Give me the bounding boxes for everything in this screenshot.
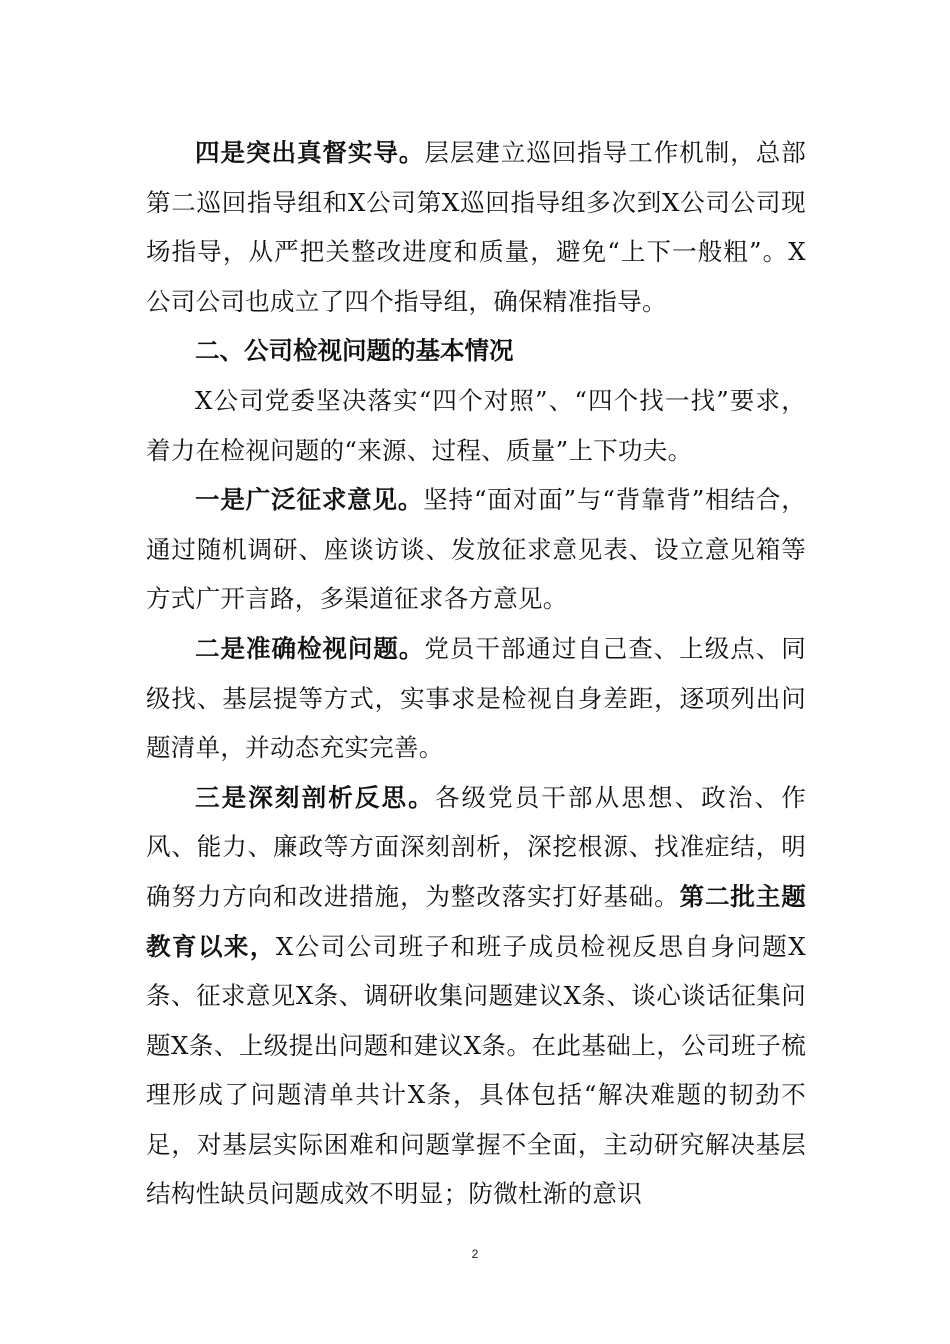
page-number: 2 bbox=[471, 1247, 479, 1261]
document-body bbox=[146, 128, 806, 1219]
paragraph-supervision bbox=[146, 128, 806, 326]
paragraph-solicit-opinions bbox=[146, 475, 806, 624]
paragraph-text: 层层建立巡回指导工作机制，总部第二巡回指导组和X公司第X巡回指导组多次到X公司公司现场指导，从严把关整改进度和质量，避免“上下一般粗”。X公司公司也成立了四个指导组，确保精准指导。 bbox=[146, 138, 807, 316]
paragraph-lead: 一是广泛征求意见。 bbox=[195, 485, 424, 515]
paragraph-lead-secondary: 第二批主题教育以来， bbox=[146, 881, 806, 961]
paragraph-lead: 三是深刻剖析反思。 bbox=[195, 782, 435, 812]
paragraph-text: X公司党委坚决落实“四个对照”、“四个找一找”要求，着力在检视问题的“来源、过程、质量”上下功夫。 bbox=[146, 385, 806, 465]
paragraph-examine-problems bbox=[146, 624, 806, 773]
paragraph-intro bbox=[146, 376, 806, 475]
paragraph-text: 坚持“面对面”与“背靠背”相结合，通过随机调研、座谈访谈、发放征求意见表、设立意见箱等方式广开言路，多渠道征求各方意见。 bbox=[146, 485, 807, 614]
section-heading: 二、公司检视问题的基本情况 bbox=[195, 336, 514, 366]
paragraph-text: 党员干部通过自己查、上级点、同级找、基层提等方式，实事求是检视自身差距，逐项列出问题清单，并动态充实完善。 bbox=[146, 633, 807, 763]
paragraph-text: 各级党员干部从思想、政治、作风、能力、廉政等方面深刻剖析，深挖根源、找准症结，明确努力方向和改进措施，为整改落实打好基础。 bbox=[146, 782, 806, 911]
paragraph-reflection bbox=[146, 773, 806, 1219]
paragraph-lead: 四是突出真督实导。 bbox=[195, 138, 425, 167]
paragraph-text-secondary: X公司公司班子和班子成员检视反思自身问题X条、征求意见X条、调研收集问题建议X条、谈心谈话征集问题X条、上级提出问题和建议X条。在此基础上，公司班子梳理形成了问题清单共计X条，具体包括“解决难题的韧劲不足，对基层实际困难和问题掌握不全面，主动研究解决基层结构性缺员问题成效不明显；防微杜渐的意识 bbox=[146, 931, 807, 1209]
paragraph-lead: 二是准确检视问题。 bbox=[195, 633, 425, 663]
